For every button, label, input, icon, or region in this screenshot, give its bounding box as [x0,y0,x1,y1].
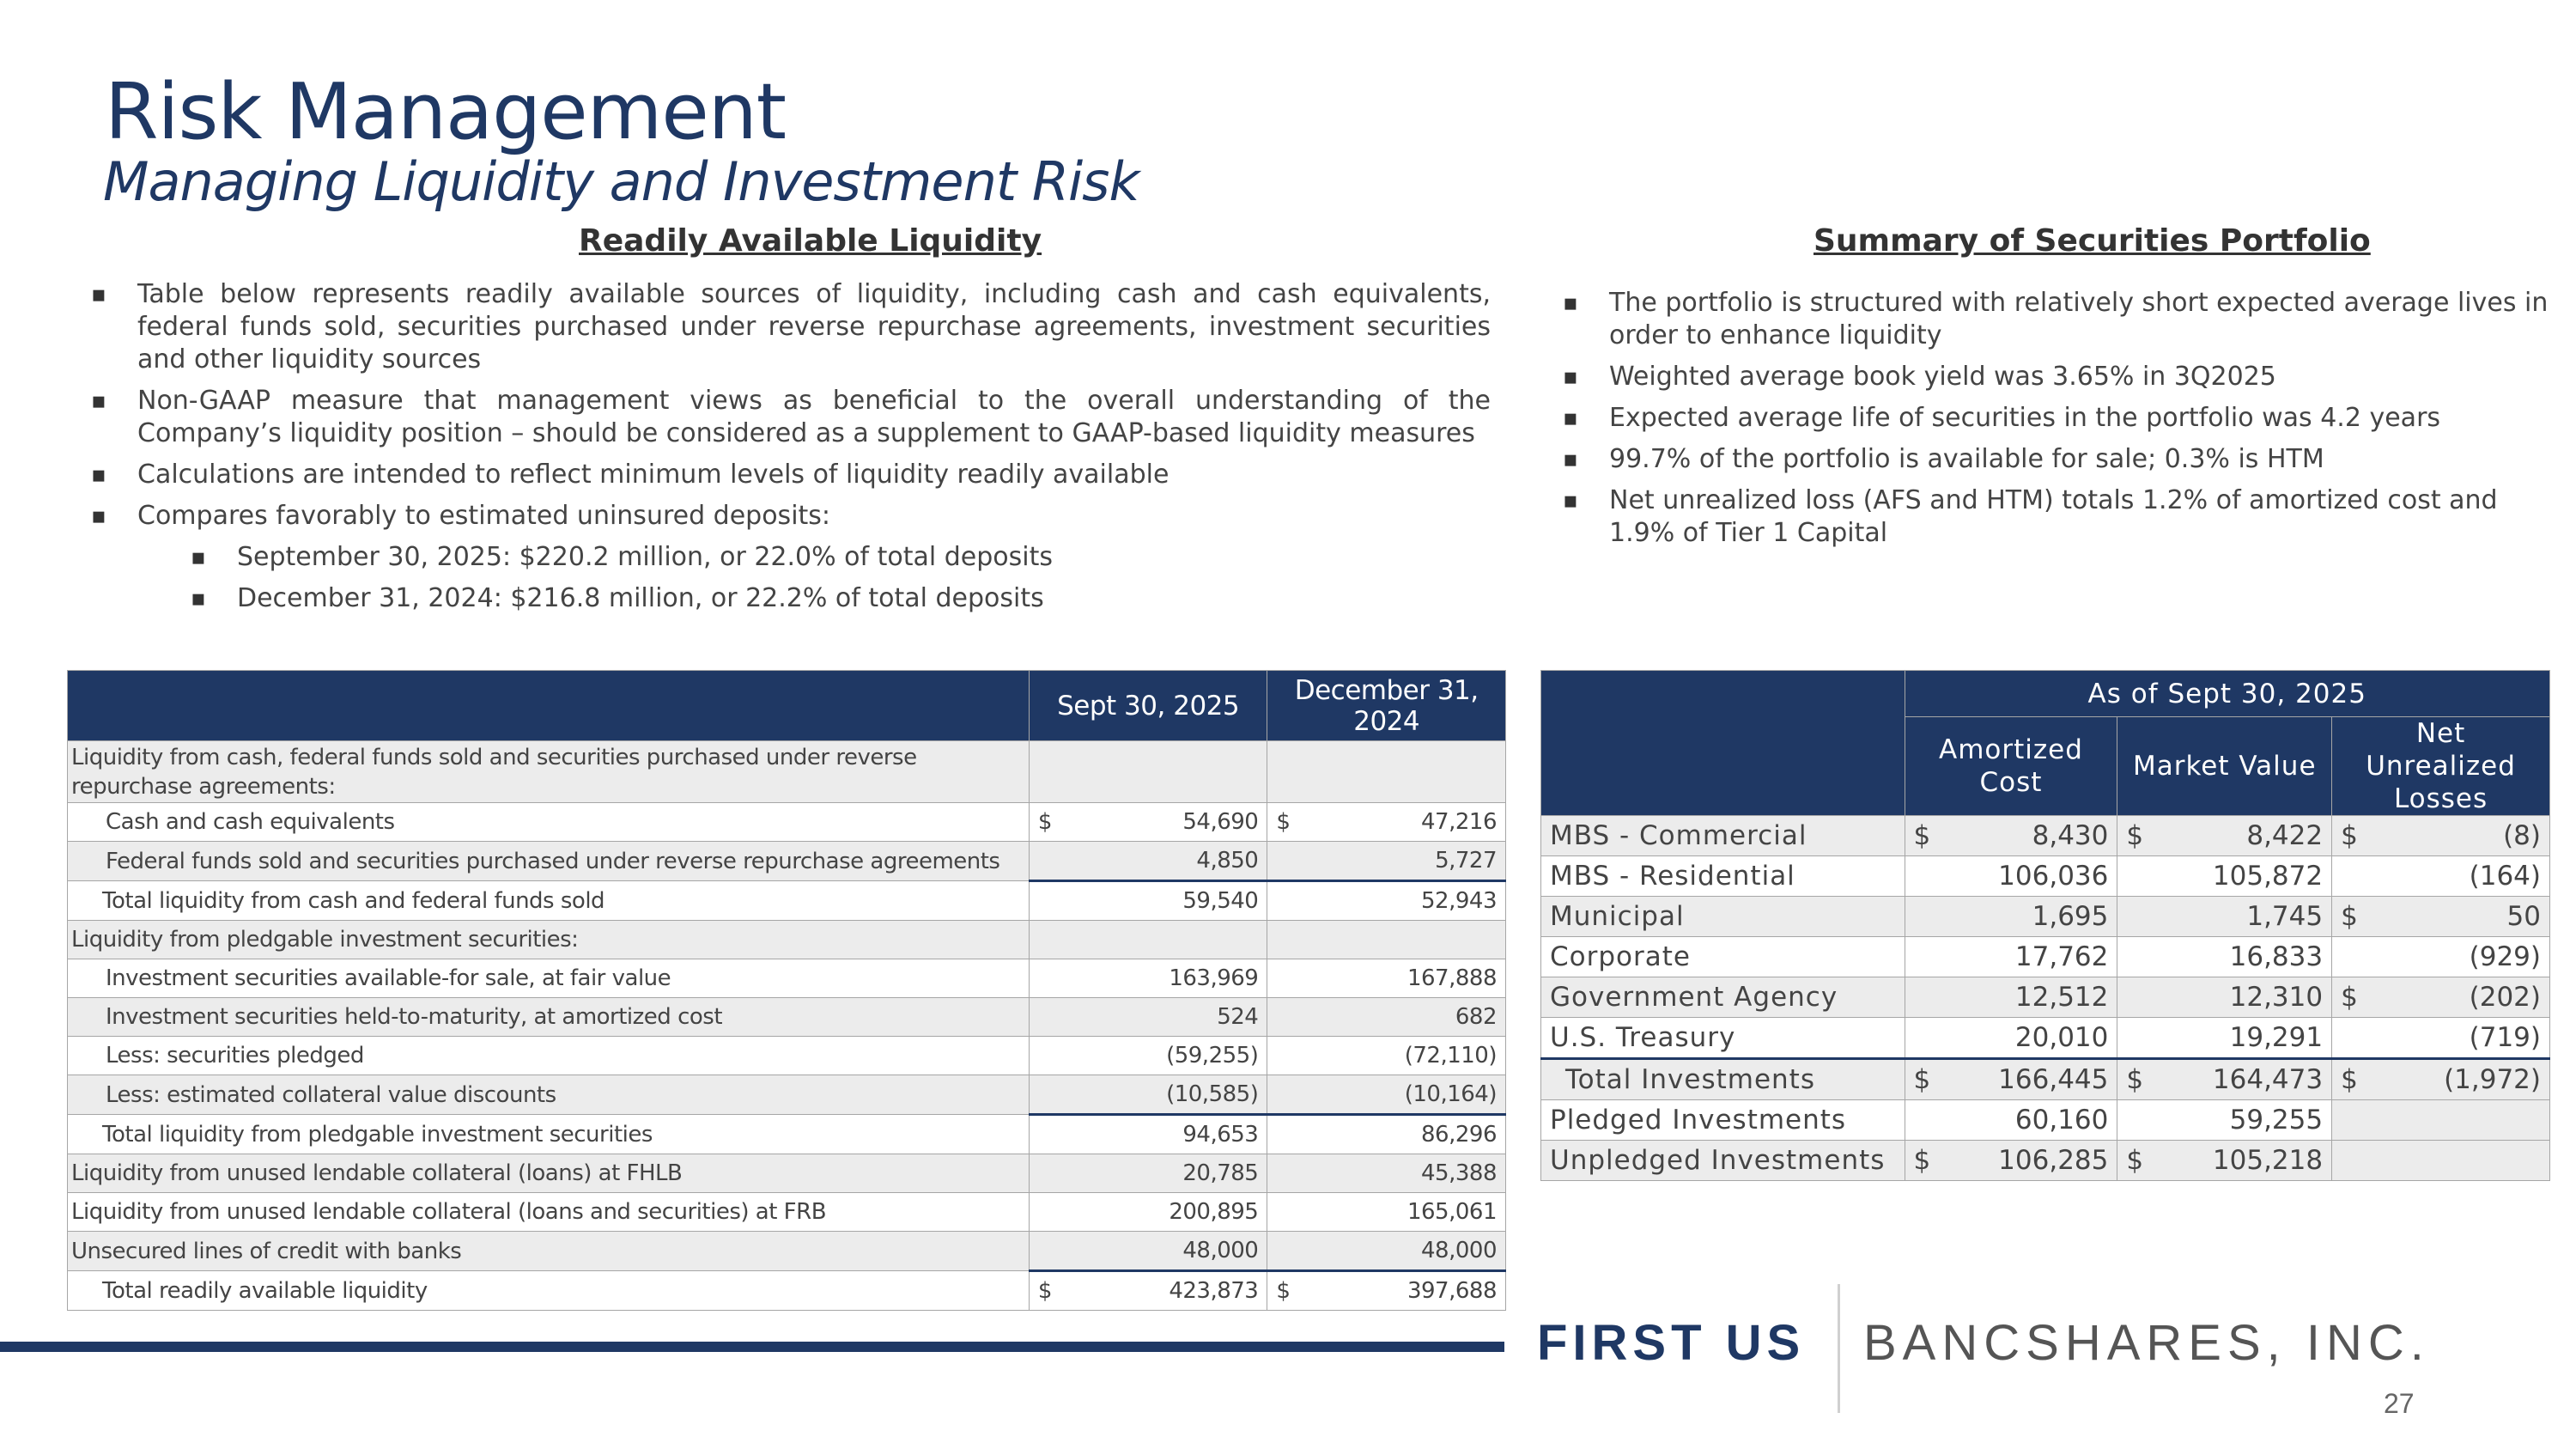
row-label: Liquidity from pledgable investment securities: [68,921,1030,959]
company-logo-bold: FIRST US [1537,1315,1806,1371]
row-value [1267,921,1506,959]
currency-symbol: $ [2126,1064,2144,1095]
table-row [1541,1141,2550,1181]
row-value: 12,310 [2117,977,2332,1018]
list-item: ▪ Compares favorably to estimated uninsured deposits: [89,500,1491,533]
group-header-as-of-date: As of Sept 30, 2025 [1905,671,2549,717]
row-value: $ 8,422 [2117,816,2332,856]
row-value: 12,512 [1905,977,2117,1018]
header-blank-cell [1541,671,1905,816]
list-item: ▪ 99.7% of the portfolio is available for sale; 0.3% is HTM [1561,443,2557,476]
table-row [1541,816,2550,856]
row-value: $ 164,473 [2117,1059,2332,1100]
currency-symbol: $ [1913,1145,1931,1176]
row-value: $ 54,690 [1029,803,1267,842]
row-label: Unpledged Investments [1541,1141,1905,1181]
table-row [1541,937,2550,977]
list-item: ▪ Table below represents readily available sources of liquidity, including cash and cash equivalents, federal funds sold, securities purchased under reverse repurchase agreements, investment securities and other liquidity sources [89,278,1491,376]
row-value: 45,388 [1267,1154,1506,1193]
row-value: 19,291 [2117,1018,2332,1059]
table-row [68,1193,1506,1232]
row-value: (929) [2332,937,2550,977]
page-number: 27 [2384,1388,2415,1419]
row-value [2332,1100,2550,1141]
currency-symbol: $ [1037,1278,1052,1304]
sub-list-item: ▪ September 30, 2025: $220.2 million, or 22.0% of total deposits [89,541,1491,574]
row-value: $ 105,218 [2117,1141,2332,1181]
table-header-row [68,671,1506,741]
row-value: 52,943 [1267,881,1506,921]
row-label: Investment securities held-to-maturity, at amortized cost [68,998,1030,1037]
row-value: $ (1,972) [2332,1059,2550,1100]
row-label: Federal funds sold and securities purchased under reverse repurchase agreements [68,842,1030,881]
table-row [68,803,1506,842]
row-value: 1,695 [1905,897,2117,937]
row-label: Total readily available liquidity [68,1271,1030,1311]
row-value: 167,888 [1267,959,1506,998]
table-row [68,1154,1506,1193]
column-header-amortized-cost: Amortized Cost [1905,717,2117,816]
currency-symbol: $ [2341,820,2358,851]
table-row [68,1271,1506,1311]
row-value: (719) [2332,1018,2550,1059]
row-label: Liquidity from unused lendable collateral (loans) at FHLB [68,1154,1030,1193]
row-label: Total liquidity from pledgable investment securities [68,1115,1030,1154]
logo-divider [1838,1284,1840,1413]
currency-symbol: $ [2341,982,2358,1013]
table-row [68,959,1506,998]
table-row [68,1232,1506,1271]
header-blank-cell [68,671,1030,741]
column-header-market-value: Market Value [2117,717,2332,816]
table-row [1541,977,2550,1018]
row-value: $ 8,430 [1905,816,2117,856]
row-value: 48,000 [1267,1232,1506,1271]
row-value: $ 397,688 [1267,1271,1506,1311]
list-item: ▪ The portfolio is structured with relatively short expected average lives in order to enhance liquidity [1561,287,2557,352]
company-logo-light: BANCSHARES, INC. [1863,1315,2430,1371]
currency-symbol: $ [1913,820,1931,851]
liquidity-heading: Readily Available Liquidity [579,223,1042,259]
row-value: 5,727 [1267,842,1506,881]
row-label: Corporate [1541,937,1905,977]
row-value: (10,164) [1267,1075,1506,1115]
table-row [68,881,1506,921]
page-subtitle: Managing Liquidity and Investment Risk [103,150,1139,213]
row-label: Total liquidity from cash and federal funds sold [68,881,1030,921]
row-value: $ 166,445 [1905,1059,2117,1100]
row-value: (59,255) [1029,1037,1267,1075]
row-label: Liquidity from cash, federal funds sold and securities purchased under reverse repurchase agreements: [68,741,1030,803]
row-label: U.S. Treasury [1541,1018,1905,1059]
row-value: $ (8) [2332,816,2550,856]
row-value: 163,969 [1029,959,1267,998]
row-value: 59,540 [1029,881,1267,921]
list-item: ▪ Net unrealized loss (AFS and HTM) totals 1.2% of amortized cost and 1.9% of Tier 1 Capital [1561,484,2557,550]
row-value [1267,741,1506,803]
table-row [1541,1059,2550,1100]
list-item: ▪ Expected average life of securities in the portfolio was 4.2 years [1561,402,2557,435]
row-label: Pledged Investments [1541,1100,1905,1141]
row-label: Municipal [1541,897,1905,937]
list-item: ▪ Weighted average book yield was 3.65% in 3Q2025 [1561,361,2557,393]
row-label: Total Investments [1541,1059,1905,1100]
row-value: 106,036 [1905,856,2117,897]
row-value [2332,1141,2550,1181]
currency-symbol: $ [2126,1145,2144,1176]
row-label: MBS - Residential [1541,856,1905,897]
currency-symbol: $ [2341,901,2358,932]
table-row [1541,1018,2550,1059]
row-value: (164) [2332,856,2550,897]
table-row [68,1075,1506,1115]
securities-heading: Summary of Securities Portfolio [1814,223,2371,259]
row-value: 200,895 [1029,1193,1267,1232]
row-value: 682 [1267,998,1506,1037]
row-value: 20,010 [1905,1018,2117,1059]
row-value: 1,745 [2117,897,2332,937]
currency-symbol: $ [1276,809,1291,835]
row-value: 105,872 [2117,856,2332,897]
row-value: $ (202) [2332,977,2550,1018]
row-value: (72,110) [1267,1037,1506,1075]
table-row [1541,897,2550,937]
page-title: Risk Management [105,67,787,157]
column-header-dec-2024: December 31, 2024 [1267,671,1506,741]
row-value: 60,160 [1905,1100,2117,1141]
table-group-header-row [1541,671,2550,717]
row-value: 165,061 [1267,1193,1506,1232]
currency-symbol: $ [1276,1278,1291,1304]
table-row [68,998,1506,1037]
list-item: ▪ Non-GAAP measure that management views as beneficial to the overall understanding of the Company’s liquidity position – should be considered as a supplement to GAAP-based liquidity measures [89,385,1491,450]
currency-symbol: $ [1913,1064,1931,1095]
row-value: $ 50 [2332,897,2550,937]
table-row [68,741,1506,803]
table-row [68,1115,1506,1154]
row-value: 17,762 [1905,937,2117,977]
table-row [68,1037,1506,1075]
securities-table [1540,670,2550,1181]
row-label: Government Agency [1541,977,1905,1018]
liquidity-table [67,670,1506,1311]
row-value: 16,833 [2117,937,2332,977]
currency-symbol: $ [1037,809,1052,835]
row-label: Less: estimated collateral value discounts [68,1075,1030,1115]
row-value: (10,585) [1029,1075,1267,1115]
sub-list-item: ▪ December 31, 2024: $216.8 million, or 22.2% of total deposits [89,582,1491,615]
row-label: MBS - Commercial [1541,816,1905,856]
row-value [1029,741,1267,803]
liquidity-bullet-list [89,278,1491,624]
currency-symbol: $ [2126,820,2144,851]
row-value: $ 106,285 [1905,1141,2117,1181]
footer-bar [0,1342,1504,1352]
securities-bullet-list [1561,287,2557,558]
row-label: Cash and cash equivalents [68,803,1030,842]
list-item: ▪ Calculations are intended to reflect minimum levels of liquidity readily available [89,459,1491,491]
table-row [1541,1100,2550,1141]
column-header-sept-2025: Sept 30, 2025 [1029,671,1267,741]
table-row [68,921,1506,959]
column-header-net-unrealized-losses: Net Unrealized Losses [2332,717,2550,816]
row-value: 59,255 [2117,1100,2332,1141]
row-value: 86,296 [1267,1115,1506,1154]
row-label: Less: securities pledged [68,1037,1030,1075]
currency-symbol: $ [2341,1064,2358,1095]
row-label: Unsecured lines of credit with banks [68,1232,1030,1271]
row-value: $ 423,873 [1029,1271,1267,1311]
row-value: 20,785 [1029,1154,1267,1193]
table-row [68,842,1506,881]
row-label: Investment securities available-for sale, at fair value [68,959,1030,998]
row-value: 4,850 [1029,842,1267,881]
table-row [1541,856,2550,897]
row-value: 94,653 [1029,1115,1267,1154]
row-value: 524 [1029,998,1267,1037]
row-label: Liquidity from unused lendable collateral (loans and securities) at FRB [68,1193,1030,1232]
row-value: $ 47,216 [1267,803,1506,842]
row-value [1029,921,1267,959]
row-value: 48,000 [1029,1232,1267,1271]
